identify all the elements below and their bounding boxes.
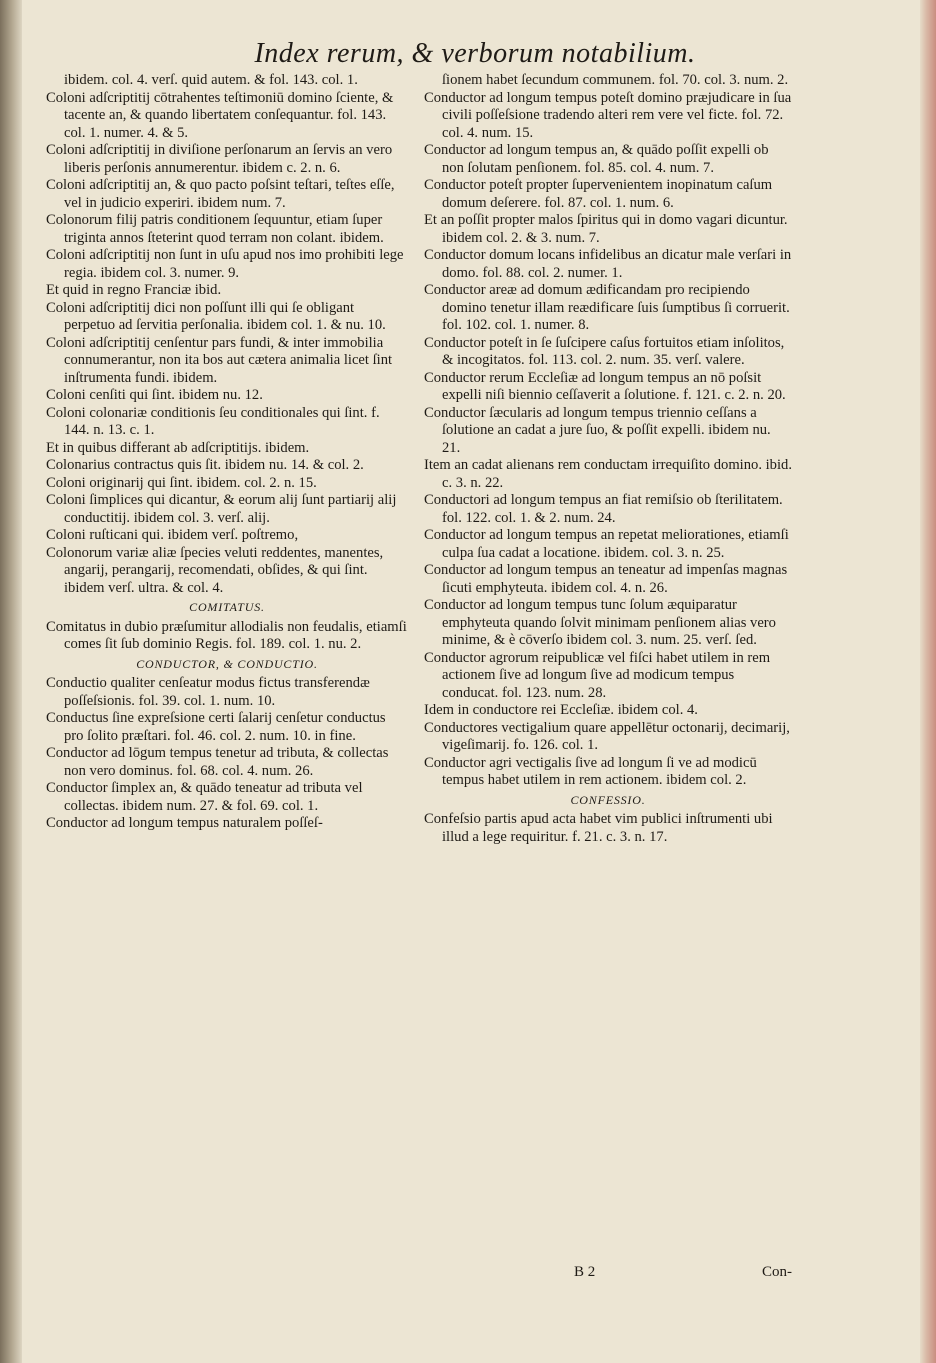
index-entry: Colonorum variæ aliæ ſpecies veluti reddentes, manentes, angarij, perangarij, recomendati, obſides, & qui ſint. ibidem verſ. ultra. & col. 4. bbox=[46, 544, 384, 596]
index-entry: Colonorum filij patris conditionem ſequuntur, etiam ſuper triginta annos ſteterint quod terram non colant. ibidem. bbox=[46, 212, 384, 246]
index-entry: Confeſsio partis apud acta habet vim publici inſtrumenti ubi illud a lege requiritur. f. 21. c. 3. n. 17. bbox=[424, 811, 773, 845]
index-entry: Et an poſſit propter malos ſpiritus qui in domo vagari dicuntur. ibidem col. 2. & 3. num. 7. bbox=[424, 212, 788, 246]
index-entry: Coloni adſcriptitij non ſunt in uſu apud nos imo prohibiti lege regia. ibidem col. 3. numer. 9. bbox=[46, 247, 404, 281]
index-entry: Conductor poteſt in ſe ſuſcipere caſus fortuitos etiam inſolitos, & incogitatos. fol. 113. col. 2. num. 35. verſ. valere. bbox=[424, 334, 785, 368]
index-entry: Item an cadat alienans rem conductam irrequiſito domino. ibid. c. 3. n. 22. bbox=[424, 457, 792, 491]
index-entry: Et quid in regno Franciæ ibid. bbox=[46, 282, 222, 298]
index-entry: Coloni ſimplices qui dicantur, & eorum alij ſunt partiarij alij conductitij. ibidem col. 3. verſ. alij. bbox=[46, 492, 397, 526]
index-entry: Conductor agrorum reipublicæ vel fiſci habet utilem in rem actionem ſive ad longum ſive ad modicum tempus conducat. fol. 123. num. 28. bbox=[424, 649, 771, 701]
page-gutter bbox=[0, 0, 22, 1363]
index-entry: Conductor ſæcularis ad longum tempus triennio ceſſans a ſolutione an cadat a jure ſuo, & poſſit expelli. ibidem nu. 21. bbox=[424, 404, 771, 456]
right-column bbox=[424, 72, 792, 846]
index-entry: Conductor ad longum tempus naturalem poſſeſ- bbox=[46, 815, 323, 831]
page-fore-edge bbox=[920, 0, 936, 1363]
index-entry: Conductus ſine expreſsione certi ſalarij cenſetur conductus pro ſolito præſtari. fol. 46. col. 2. num. 10. in fine. bbox=[46, 710, 386, 744]
index-entry: Conductor ad lōgum tempus tenetur ad tributa, & collectas non vero dominus. fol. 68. col. 4. num. 26. bbox=[46, 745, 389, 779]
section-heading: CONDUCTOR, & CONDUCTIO. bbox=[136, 656, 318, 671]
index-entry: ſionem habet ſecundum communem. fol. 70. col. 3. num. 2. bbox=[442, 72, 789, 88]
index-entry: Coloni originarij qui ſint. ibidem. col. 2. n. 15. bbox=[46, 474, 317, 491]
index-entry: Comitatus in dubio præſumitur allodialis non feudalis, etiamſi comes ſit ſub dominio Regis. fol. 189. col. 1. nu. 2. bbox=[46, 618, 407, 652]
index-entry: Coloni adſcriptitij an, & quo pacto poſsint teſtari, teſtes eſſe, vel in judicio experiri. ibidem num. 7. bbox=[46, 177, 395, 211]
index-entry: Coloni colonariæ conditionis ſeu conditionales qui ſint. f. 144. n. 13. c. 1. bbox=[46, 404, 380, 438]
index-entry: Conductor ad longum tempus an repetat meliorationes, etiamſi culpa ſua cadat a locatione. ibidem. col. 3. n. 25. bbox=[424, 527, 789, 561]
index-entry: Conductor ad longum tempus an teneatur ad impenſas magnas ſicuti emphyteuta. ibidem col. 4. n. 26. bbox=[424, 562, 788, 596]
index-entry: Conductores vectigalium quare appellētur octonarij, decimarij, vigeſimarij. fo. 126. col. 1. bbox=[424, 719, 790, 753]
running-header: Index rerum, & verborum notabilium. bbox=[254, 38, 696, 69]
index-entry: Idem in conductore rei Eccleſiæ. ibidem col. 4. bbox=[424, 702, 698, 718]
index-entry: Coloni cenſiti qui ſint. ibidem nu. 12. bbox=[46, 387, 263, 403]
index-entry: Coloni ruſticani qui. ibidem verſ. poſtremo, bbox=[46, 527, 299, 543]
index-entry: Conductor areæ ad domum ædificandam pro recipiendo domino tenetur illam reædificare ſuis ſumptibus ſi corruerit. fol. 102. col. 1. numer. 8. bbox=[424, 282, 790, 333]
index-entry: Conductor ſimplex an, & quādo teneatur ad tributa vel collectas. ibidem num. 27. & fol. 69. col. 1. bbox=[46, 780, 363, 814]
left-column bbox=[46, 72, 408, 833]
index-entry: Conductor ad longum tempus tunc ſolum æquiparatur emphyteuta quando ſolvit minimam penſionem alias vero minime, & è cōverſo ibidem col. 3. num. 25. verſ. ſed. bbox=[424, 597, 776, 648]
section-heading: COMITATUS. bbox=[189, 600, 265, 614]
index-entry: Conductor rerum Eccleſiæ ad longum tempus an nō poſsit expelli niſi biennio ceſſaverit a ſolutione. f. 121. c. 2. n. 20. bbox=[424, 369, 786, 403]
page-footer bbox=[424, 1264, 792, 1286]
index-entry: Colonarius contractus quis ſit. ibidem nu. 14. & col. 2. bbox=[46, 457, 364, 473]
index-entry: Conductor poteſt propter ſupervenientem inopinatum caſum domum deſerere. fol. 87. col. 1. num. 6. bbox=[424, 177, 773, 211]
index-entry: Conductori ad longum tempus an fiat remiſsio ob ſterilitatem. fol. 122. col. 1. & 2. num. 24. bbox=[424, 492, 783, 526]
index-entry: ibidem. col. 4. verſ. quid autem. & fol. 143. col. 1. bbox=[64, 72, 358, 88]
index-entry: Coloni adſcriptitij dici non poſſunt illi qui ſe obligant perpetuo ad ſervitia perſonalia. ibidem col. 1. & nu. 10. bbox=[46, 299, 386, 333]
index-entry: Conductor ad longum tempus poteſt domino præjudicare in ſua civili poſſeſsione tradendo alteri rem vere vel ficte. fol. 72. col. 4. num. 15. bbox=[424, 89, 792, 141]
section-heading: CONFESSIO. bbox=[570, 792, 646, 807]
index-entry: Conductor domum locans infidelibus an dicatur male verſari in domo. fol. 88. col. 2. numer. 1. bbox=[424, 247, 792, 281]
catchword: Con- bbox=[762, 1264, 792, 1280]
index-entry: Coloni adſcriptitij cenſentur pars fundi, & inter immobilia connumerantur, non ita bos aut cætera animalia licet ſint inſtrumenta fundi. ibidem. bbox=[46, 334, 393, 386]
index-entry: Coloni adſcriptitij cōtrahentes teſtimoniū domino ſciente, & tacente an, & quando libertatem conſequantur. fol. 143. col. 1. numer. 4. & 5. bbox=[46, 89, 394, 141]
index-entry: Conductio qualiter cenſeatur modus fictus transferendæ poſſeſsionis. fol. 39. col. 1. num. 10. bbox=[46, 675, 370, 709]
signature-mark: B 2 bbox=[574, 1264, 596, 1280]
index-entry: Coloni adſcriptitij in diviſione perſonarum an ſervis an vero liberis perſonis annumerentur. ibidem c. 2. n. 6. bbox=[46, 142, 393, 176]
index-entry: Et in quibus differant ab adſcriptitijs. ibidem. bbox=[46, 439, 310, 456]
index-entry: Conductor agri vectigalis ſive ad longum ſi ve ad modicū tempus habet utilem in rem actionem. ibidem col. 2. bbox=[424, 754, 757, 788]
index-entry: Conductor ad longum tempus an, & quādo poſſit expelli ob non ſolutam penſionem. fol. 85. col. 4. num. 7. bbox=[424, 142, 769, 176]
